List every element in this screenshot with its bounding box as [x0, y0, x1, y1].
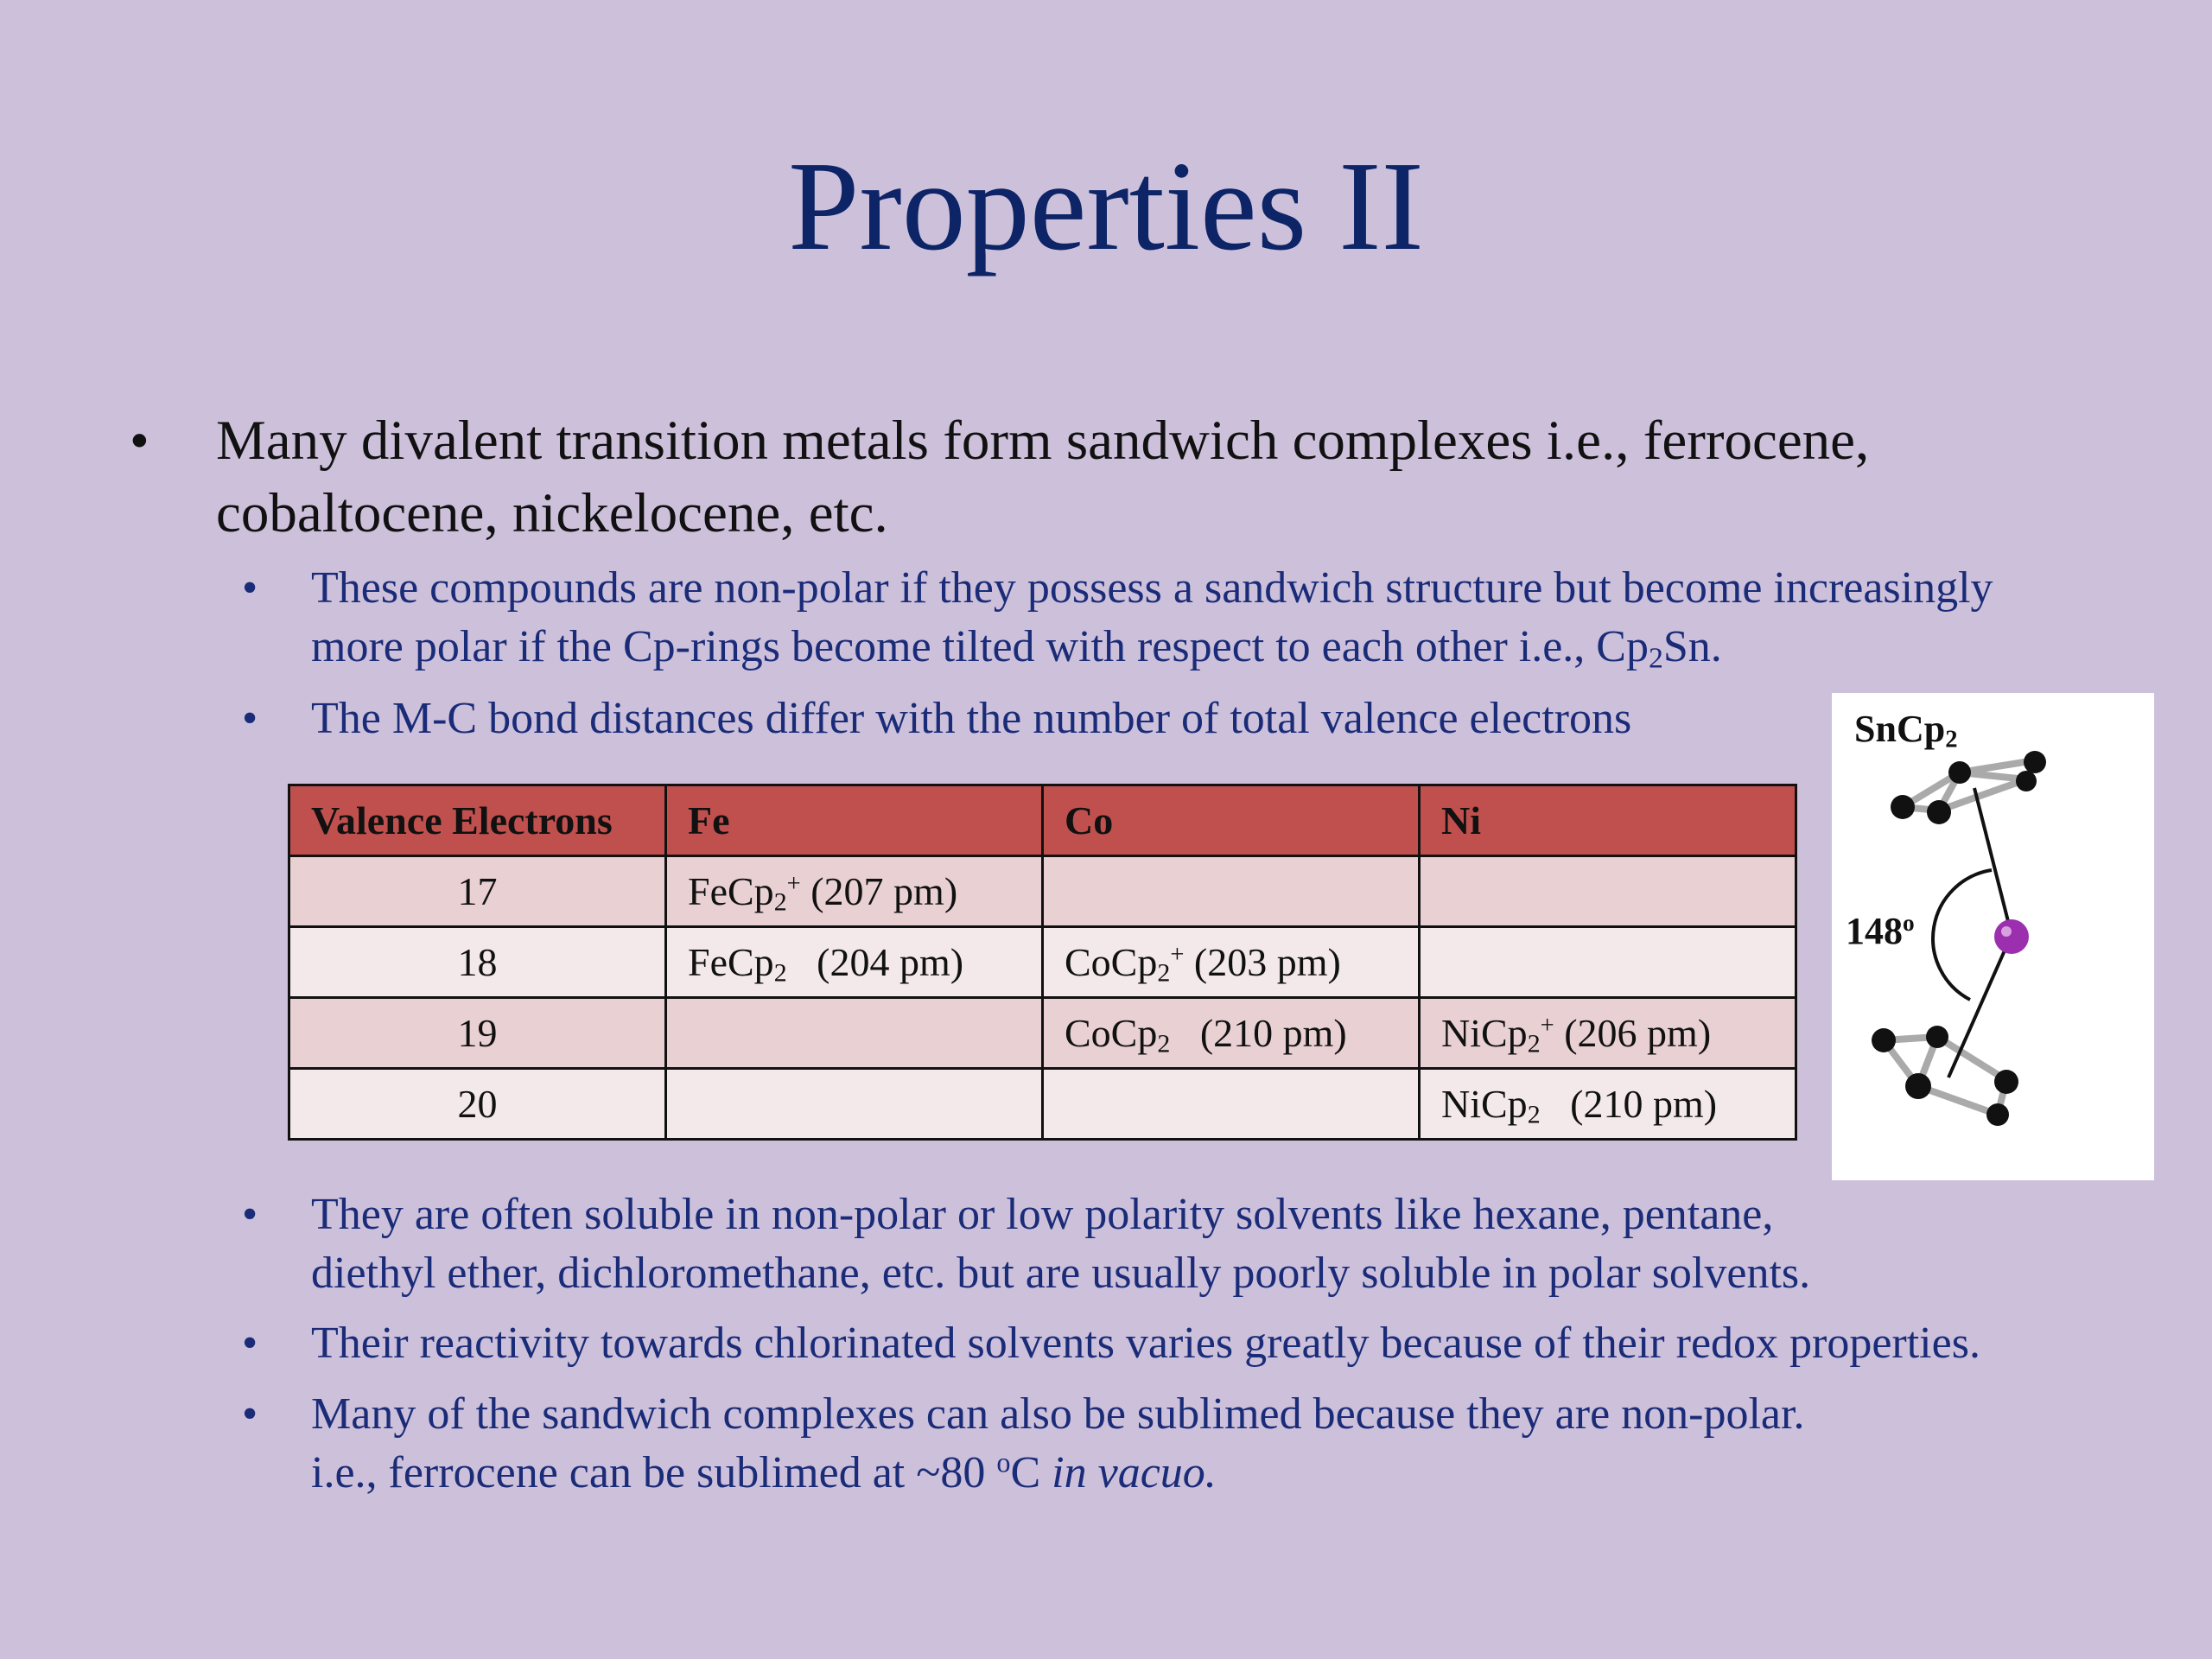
table-cell-ni: NiCp$_2$+ (206 pm): [1420, 998, 1796, 1069]
sub-bullet-text: They are often soluble in non-polar or low polarity solvents like hexane, pentane, diethyl ether, dichloromethane, etc. but are usually poorly soluble in polar solvents.: [311, 1190, 1811, 1298]
tin-atom: [1994, 919, 2029, 954]
table-row: [289, 998, 1796, 1069]
sub-bullet-text: These compounds are non-polar if they possess a sandwich structure but become increasingly more polar if the Cp-rings become tilted with respect to each other i.e., $Cp_2Sn$.: [311, 563, 1993, 675]
table-header: Ni: [1420, 785, 1796, 856]
main-bullet-text: Many divalent transition metals form sandwich complexes i.e., ferrocene, cobaltocene, nickelocene, etc.: [216, 410, 1870, 544]
table-row: [289, 1069, 1796, 1140]
table-row: [289, 927, 1796, 998]
table-row: [289, 856, 1796, 927]
sub-bullet-text: Many of the sandwich complexes can also be sublimed because they are non-polar. i.e., ferrocene can be sublimed at ~80 $^o$C in vacuo.: [311, 1389, 1805, 1497]
table-cell-ve: 17: [289, 856, 666, 927]
table-header-row: [289, 785, 1796, 856]
sub-bullet-text: Their reactivity towards chlorinated solvents varies greatly because of their redox properties.: [311, 1319, 1980, 1368]
table-cell-ni: [1420, 856, 1796, 927]
table-cell-fe: FeCp$_2$ (204 pm): [666, 927, 1043, 998]
figure-label: SnCp$_2$: [1854, 708, 1958, 753]
table-cell-ve: 20: [289, 1069, 666, 1140]
table-cell-ni: [1420, 927, 1796, 998]
bullet-dot: •: [242, 1190, 258, 1239]
table-cell-fe: FeCp$_2$+ (207 pm): [666, 856, 1043, 927]
table-cell-co: [1043, 856, 1420, 927]
bullet-dot: •: [242, 694, 258, 743]
sub-bullet-text: The M-C bond distances differ with the number of total valence electrons: [311, 694, 1632, 743]
slide-title: Properties II: [788, 136, 1424, 277]
table-cell-co: CoCp$_2$ (210 pm): [1043, 998, 1420, 1069]
tilt-angle-label: 148$^o$: [1846, 910, 1915, 952]
bullet-dot: •: [130, 410, 149, 472]
bond-distance-table: [288, 784, 1797, 1141]
table-cell-ve: 19: [289, 998, 666, 1069]
table-cell-fe: [666, 1069, 1043, 1140]
table-cell-ni: NiCp$_2$ (210 pm): [1420, 1069, 1796, 1140]
table-cell-fe: [666, 998, 1043, 1069]
table-cell-co: [1043, 1069, 1420, 1140]
bullet-dot: •: [242, 563, 258, 613]
table-header: Valence Electrons: [289, 785, 666, 856]
table-header: Co: [1043, 785, 1420, 856]
bullet-dot: •: [242, 1319, 258, 1368]
sncp2-structure-figure: [1832, 693, 2154, 1180]
table-header: Fe: [666, 785, 1043, 856]
bullet-dot: •: [242, 1389, 258, 1439]
table-cell-ve: 18: [289, 927, 666, 998]
table-cell-co: CoCp$_2$+ (203 pm): [1043, 927, 1420, 998]
